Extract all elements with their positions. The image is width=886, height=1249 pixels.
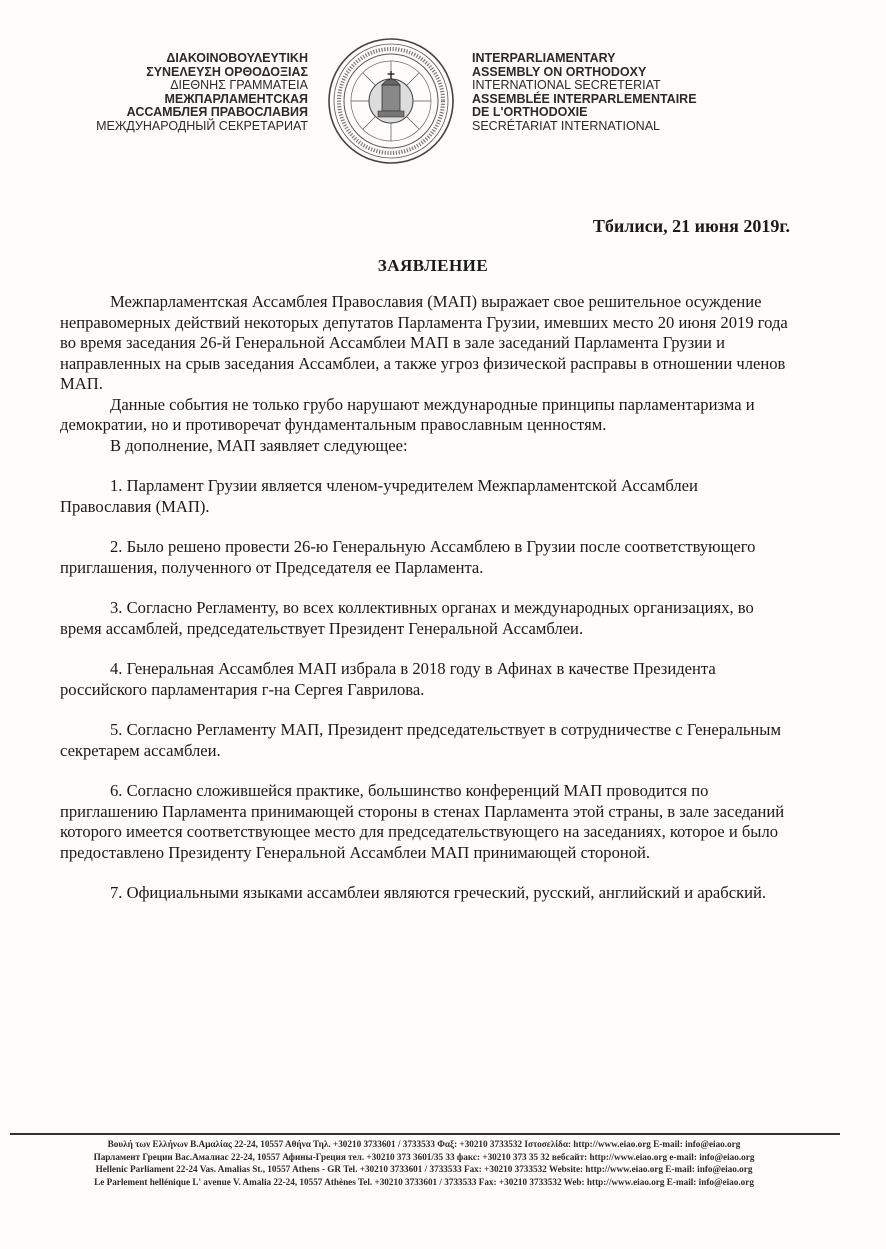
- document-title: ЗАЯВЛЕНИЕ: [377, 256, 489, 275]
- footer-contacts: [6, 1138, 842, 1188]
- paragraph: Межпарламентская Ассамблея Православия (МАП) выражает свое решительное осуждение неправомерных действий некоторых депутатов Парламента Грузии, имевших место 20 июня 2019 года во время заседания 26-й Генеральной Ассамблеи МАП в зале заседаний Парламента Грузии и направленных на срыв заседания Ассамблеи, а также угроз физической расправы в отношении членов МАП.: [60, 292, 788, 393]
- letterhead-right-line: ASSEMBLY ON ORTHODOXY: [472, 64, 647, 79]
- footer-line: Парламент Греции Вас.Амалиас 22-24, 10557 Афины-Греция тел. +30210 373 3601/35 33 факс: +30210 373 35 32 вебсайт: http://www.eiao.org e-mail: info@eiao.org: [93, 1151, 755, 1162]
- letterhead-right-line: SECRÉTARIAT INTERNATIONAL: [472, 118, 660, 133]
- list-item: 5. Согласно Регламенту МАП, Президент председательствует в сотрудничестве с Генеральным секретарем ассамблеи.: [60, 720, 781, 760]
- letterhead-left-line: ΔΙΑΚΟΙΝΟΒΟΥΛΕΥΤΙΚΗ: [166, 51, 308, 65]
- letterhead-left-line: МЕЖДУНАРОДНЫЙ СЕКРЕТАРИАТ: [96, 118, 308, 133]
- list-item: 7. Официальными языками ассамблеи являются греческий, русский, английский и арабский.: [110, 883, 767, 902]
- letterhead-right-line: ASSEMBLÉE INTERPARLEMENTAIRE: [472, 91, 697, 106]
- footer-line: Le Parlement hellénique L' avenue V. Amalia 22-24, 10557 Athènes Tel. +30210 3733601 / 3733533 Fax: +30210 3733532 Web: http://www.eiao.org E-mail: info@eiao.org: [94, 1176, 754, 1187]
- letterhead-left: [60, 52, 308, 134]
- paragraph: Данные события не только грубо нарушают международные принципы парламентаризма и демократии, но и противоречат фундаментальным православным ценностям.: [60, 394, 755, 434]
- letterhead-left-line: ΔΙΕΘΝΗΣ ΓΡΑΜΜΑΤΕΙΑ: [170, 78, 308, 93]
- letterhead-left-line: АССАМБЛЕЯ ПРАВОСЛАВИЯ: [126, 105, 308, 120]
- statement-body: [60, 292, 790, 904]
- orthodox-assembly-seal-icon: [326, 33, 456, 169]
- list-item: 2. Было решено провести 26-ю Генеральную Ассамблею в Грузии после соответствующего приглашения, полученного от Председателя ее Парламента.: [60, 537, 756, 577]
- letterhead-right-line: INTERPARLIAMENTARY: [472, 51, 616, 65]
- letterhead-right-line: INTERNATIONAL SECRETERIAT: [472, 78, 661, 93]
- footer-line: Βουλή των Ελλήνων Β.Αμαλίας 22-24, 10557 Αθήνα Τηλ. +30210 3733601 / 3733533 Φαξ: +30210 3733532 Ιστοσελίδα: http://www.eiao.org E-mail: info@eiao.org: [107, 1139, 741, 1149]
- footer-divider: [10, 1133, 840, 1135]
- paragraph: В дополнение, МАП заявляет следующее:: [110, 435, 408, 455]
- place-date: Тбилиси, 21 июня 2019г.: [592, 216, 790, 236]
- letterhead-right-line: DE L'ORTHODOXIE: [472, 105, 588, 120]
- letterhead-right: [472, 52, 772, 134]
- list-item: 3. Согласно Регламенту, во всех коллективных органах и международных организациях, во время ассамблей, председательствует Президент Генеральной Ассамблеи.: [60, 598, 754, 638]
- footer-line: Hellenic Parliament 22-24 Vas. Amalias St., 10557 Athens - GR Tel. +30210 3733601 / 3733533 Fax: +30210 3733532 Website: http://www.eiao.org E-mail: info@eiao.org: [95, 1164, 753, 1175]
- list-item: 6. Согласно сложившейся практике, большинство конференций МАП проводится по приглашению Парламента принимающей стороны в стенах Парламента этой страны, в зале заседаний которого имеется соответствующее место для председательствующего на заседаниях, которое и было предоставлено Президенту Генеральной Ассамблеи МАП принимающей стороной.: [60, 781, 785, 862]
- letterhead-left-line: ΣΥΝΕΛΕΥΣΗ ΟΡΘΟΔΟΞΙΑΣ: [146, 64, 308, 79]
- letterhead-left-line: МЕЖПАРЛАМЕНТСКАЯ: [164, 91, 308, 106]
- list-item: 1. Парламент Грузии является членом-учредителем Межпарламентской Ассамблеи Православия (МАП).: [60, 476, 698, 516]
- list-item: 4. Генеральная Ассамблея МАП избрала в 2018 году в Афинах в качестве Президента российского парламентария г-на Сергея Гаврилова.: [60, 659, 716, 699]
